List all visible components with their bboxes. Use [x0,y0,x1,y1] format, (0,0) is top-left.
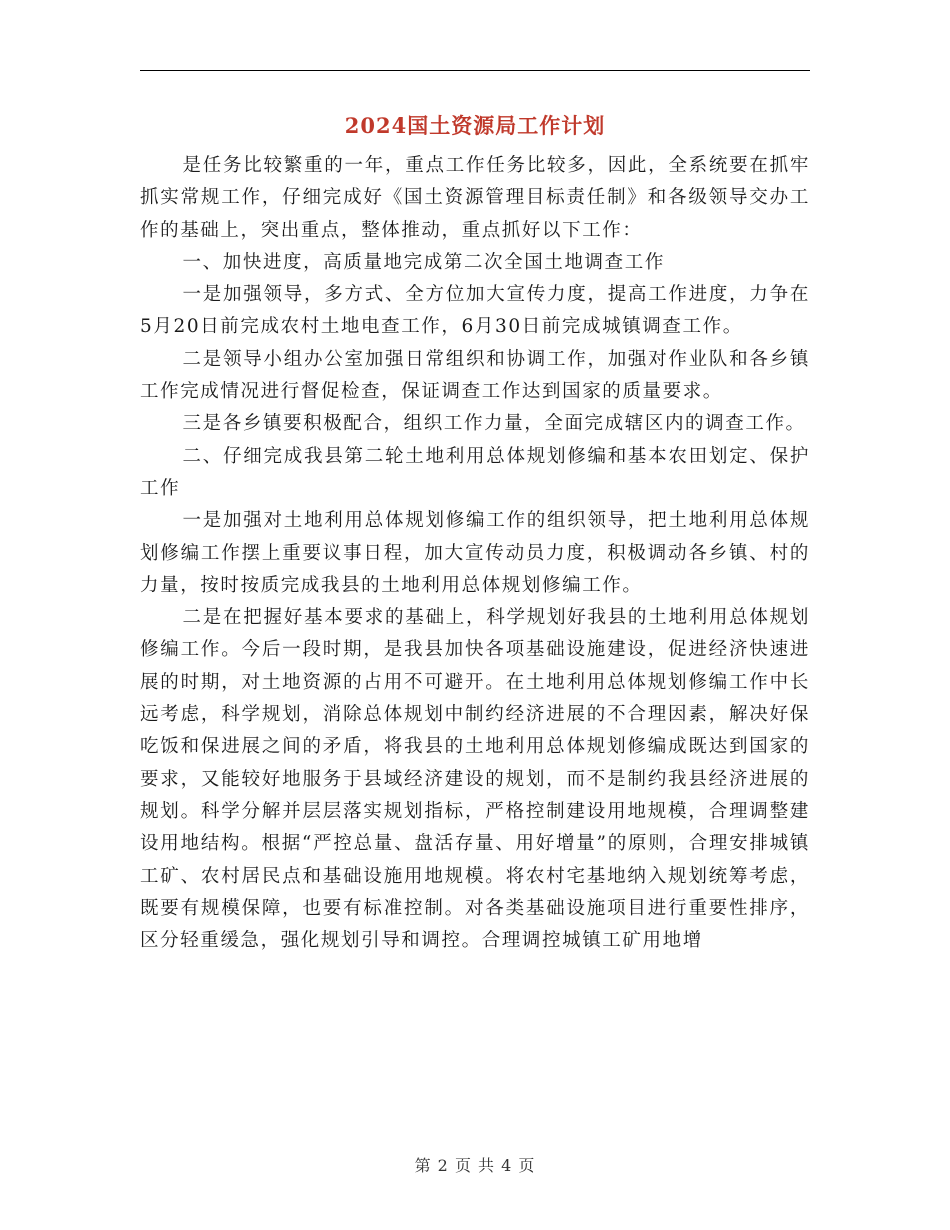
document-title: 2024国土资源局工作计划 [344,113,606,138]
document-body [140,150,810,957]
paragraph-1-3: 三是各乡镇要积极配合，组织工作力量，全面完成辖区内的调查工作。 [182,413,806,435]
paragraph-intro: 是任务比较繁重的一年，重点工作任务比较多，因此，全系统要在抓牢抓实常规工作，仔细完成好《国土资源管理目标责任制》和各级领导交办工作的基础上，突出重点，整体推动，重点抓好以下工作： [140,155,810,241]
header-rule [140,70,810,71]
page-number: 第 2 页 共 4 页 [414,1156,536,1175]
section-heading-1: 一、加快进度，高质量地完成第二次全国土地调查工作 [182,251,665,273]
paragraph-1-1: 一是加强领导，多方式、全方位加大宣传力度，提高工作进度，力争在5月20日前完成农村土地电查工作，6月30日前完成城镇调查工作。 [140,284,810,338]
paragraph-1-2: 二是领导小组办公室加强日常组织和协调工作，加强对作业队和各乡镇工作完成情况进行督促检查，保证调查工作达到国家的质量要求。 [140,348,810,403]
section-heading-2: 二、仔细完成我县第二轮土地利用总体规划修编和基本农田划定、保护工作 [140,445,810,499]
paragraph-2-1: 一是加强对土地利用总体规划修编工作的组织领导，把土地利用总体规划修编工作摆上重要议事日程，加大宣传动员力度，积极调动各乡镇、村的力量，按时按质完成我县的土地利用总体规划修编工作。 [140,510,810,596]
paragraph-2-2: 二是在把握好基本要求的基础上，科学规划好我县的土地利用总体规划修编工作。今后一段时期，是我县加快各项基础设施建设，促进经济快速进展的时期，对土地资源的占用不可避开。在土地利用总体规划修编工作中长远考虑，科学规划，消除总体规划中制约经济进展的不合理因素，解决好保吃饭和保进展之间的矛盾，将我县的土地利用总体规划修编成既达到国家的要求，又能较好地服务于县域经济建设的规划，而不是制约我县经济进展的规划。科学分解并层层落实规划指标，严格控制建设用地规模，合理调整建设用地结构。根据“严控总量、盘活存量、用好增量”的原则，合理安排城镇工矿、农村居民点和基础设施用地规模。将农村宅基地纳入规划统筹考虑，既要有规模保障，也要有标准控制。对各类基础设施项目进行重要性排序，区分轻重缓急，强化规划引导和调控。合理调控城镇工矿用地增 [140,607,810,952]
